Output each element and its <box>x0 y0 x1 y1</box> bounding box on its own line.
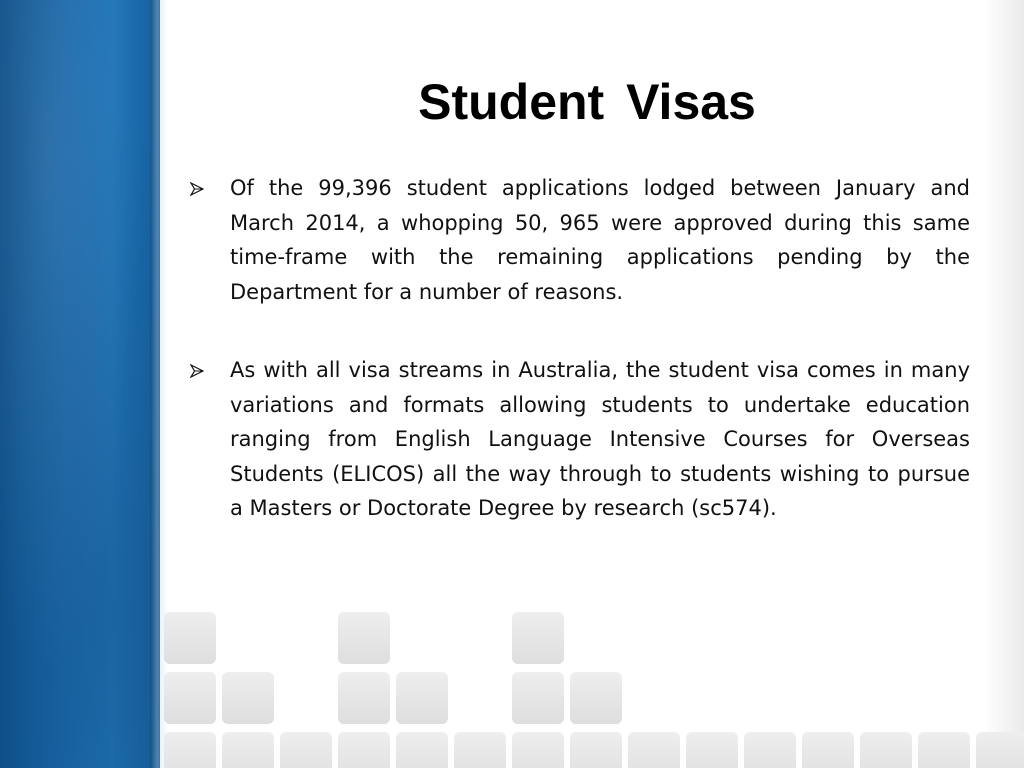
decorative-block <box>918 732 970 768</box>
decorative-block <box>512 732 564 768</box>
decorative-block <box>338 672 390 724</box>
decorative-block <box>222 672 274 724</box>
decorative-block <box>222 732 274 768</box>
decorative-block <box>164 672 216 724</box>
bullet-text: As with all visa streams in Australia, the student visa comes in many variations and formats allowing students to undertake education ranging from English Language Intensive Courses for Overseas Students (ELICOS) all the way through to students wishing to pursue a Masters or Doctorate Degree by research (sc574). <box>230 358 970 520</box>
decorative-block <box>338 612 390 664</box>
blue-side-band <box>0 0 160 768</box>
bullet-list <box>190 171 970 526</box>
decorative-block <box>164 732 216 768</box>
decorative-block <box>860 732 912 768</box>
decorative-block <box>164 612 216 664</box>
decorative-block <box>570 732 622 768</box>
decorative-block <box>686 732 738 768</box>
arrow-bullet-icon <box>190 364 204 378</box>
decorative-block <box>570 672 622 724</box>
bullet-text: Of the 99,396 student applications lodged between January and March 2014, a whopping 50, 965 were approved during this same time-frame with the remaining applications pending by the Department for a number of reasons. <box>230 176 970 304</box>
decorative-block <box>512 672 564 724</box>
decorative-block <box>396 732 448 768</box>
arrow-bullet-icon <box>190 182 204 196</box>
decorative-block <box>280 732 332 768</box>
decorative-block <box>628 732 680 768</box>
decorative-block <box>512 612 564 664</box>
decorative-block <box>454 732 506 768</box>
decorative-block <box>338 732 390 768</box>
slide-title: Student Visas <box>418 74 756 130</box>
decorative-block <box>802 732 854 768</box>
bullet-item <box>190 353 970 526</box>
decorative-block <box>744 732 796 768</box>
decorative-block <box>396 672 448 724</box>
bullet-item <box>190 171 970 309</box>
